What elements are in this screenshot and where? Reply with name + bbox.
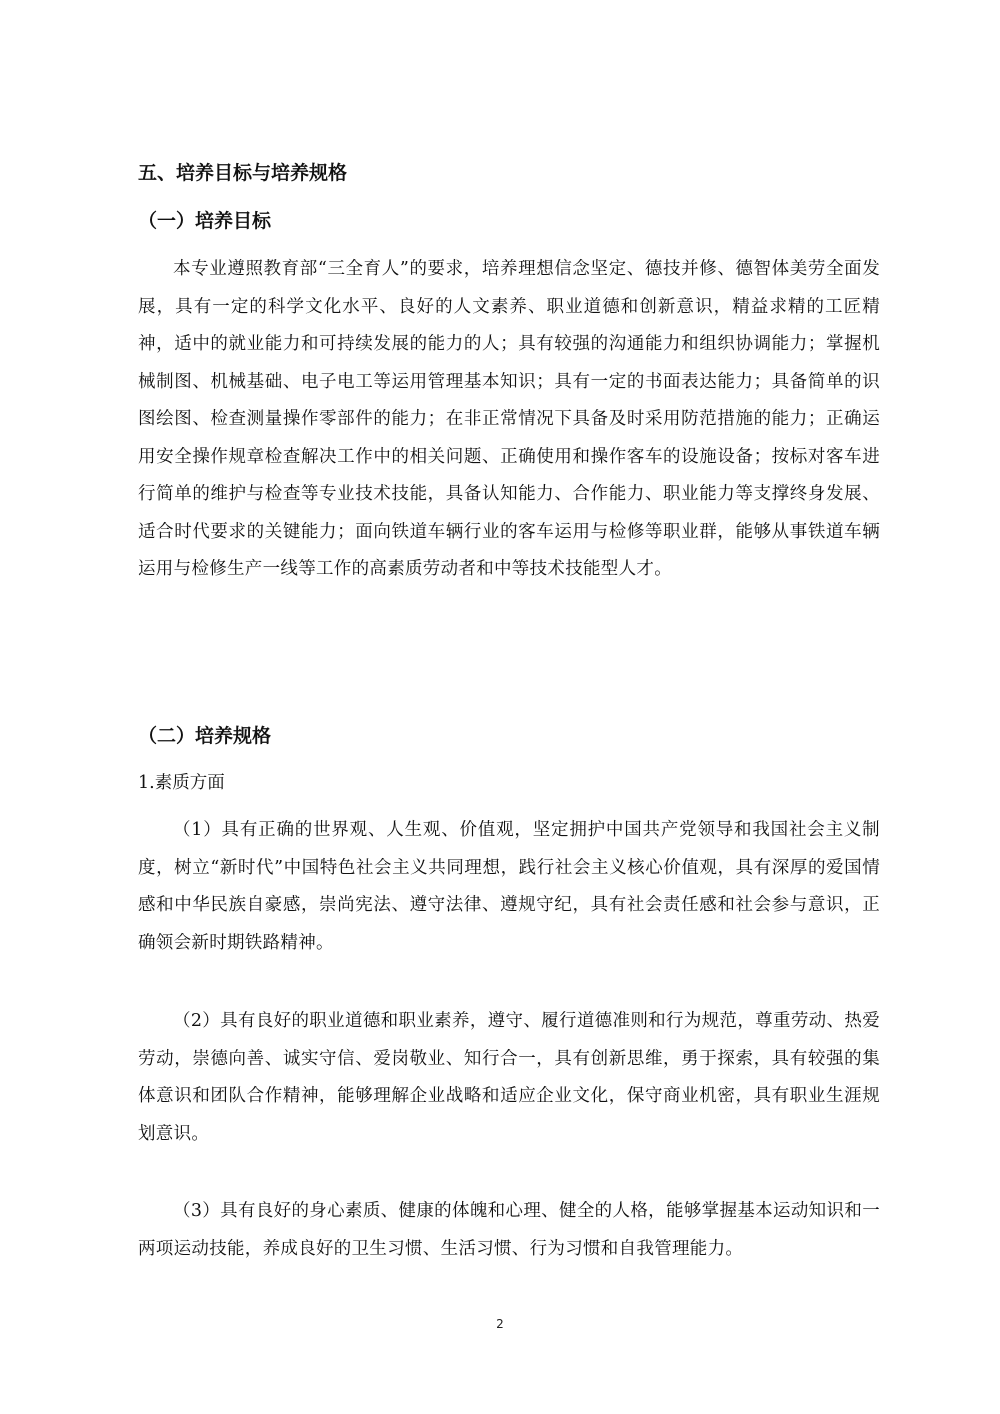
goal-paragraph: 本专业遵照教育部“三全育人”的要求，培养理想信念坚定、德技并修、德智体美劳全面发展，具有一定的科学文化水平、良好的人文素养、职业道德和创新意识，精益求精的工匠精神，适中的就业能力和可持续发展的能力的人；具有较强的沟通能力和组织协调能力；掌握机械制图、机械基础、电子电工等运用管理基本知识；具有一定的书面表达能力；具备简单的识图绘图、检查测量操作零部件的能力；在非正常情况下具备及时采用防范措施的能力；正确运用安全操作规章检查解决工作中的相关问题、正确使用和操作客车的设施设备；按标对客车进行简单的维护与检查等专业技术技能，具备认知能力、合作能力、职业能力等支撑终身发展、适合时代要求的关键能力；面向铁道车辆行业的客车运用与检修等职业群，能够从事铁道车辆运用与检修生产一线等工作的高素质劳动者和中等技术技能型人才。 — [138, 259, 880, 579]
quality-item-1: （1）具有正确的世界观、人生观、价值观，坚定拥护中国共产党领导和我国社会主义制度，树立“新时代”中国特色社会主义共同理想，践行社会主义核心价值观，具有深厚的爱国情感和中华民族自豪感，崇尚宪法、遵守法律、遵规守纪，具有社会责任感和社会参与意识，正确领会新时期铁路精神。 — [138, 820, 880, 953]
quality-item-3: （3）具有良好的身心素质、健康的体魄和心理、健全的人格，能够掌握基本运动知识和一两项运动技能，养成良好的卫生习惯、生活习惯、行为习惯和自我管理能力。 — [138, 1201, 880, 1259]
section-title: 五、培养目标与培养规格 — [138, 162, 348, 184]
quality-heading: 1.素质方面 — [138, 773, 225, 793]
subsection-spec-title: （二）培养规格 — [138, 725, 272, 747]
page-number: 2 — [496, 1317, 504, 1331]
subsection-goal-title: （一）培养目标 — [138, 210, 272, 232]
quality-item-2: （2）具有良好的职业道德和职业素养，遵守、履行道德准则和行为规范，尊重劳动、热爱劳动，崇德向善、诚实守信、爱岗敬业、知行合一，具有创新思维，勇于探索，具有较强的集体意识和团队合作精神，能够理解企业战略和适应企业文化，保守商业机密，具有职业生涯规划意识。 — [138, 1011, 880, 1144]
